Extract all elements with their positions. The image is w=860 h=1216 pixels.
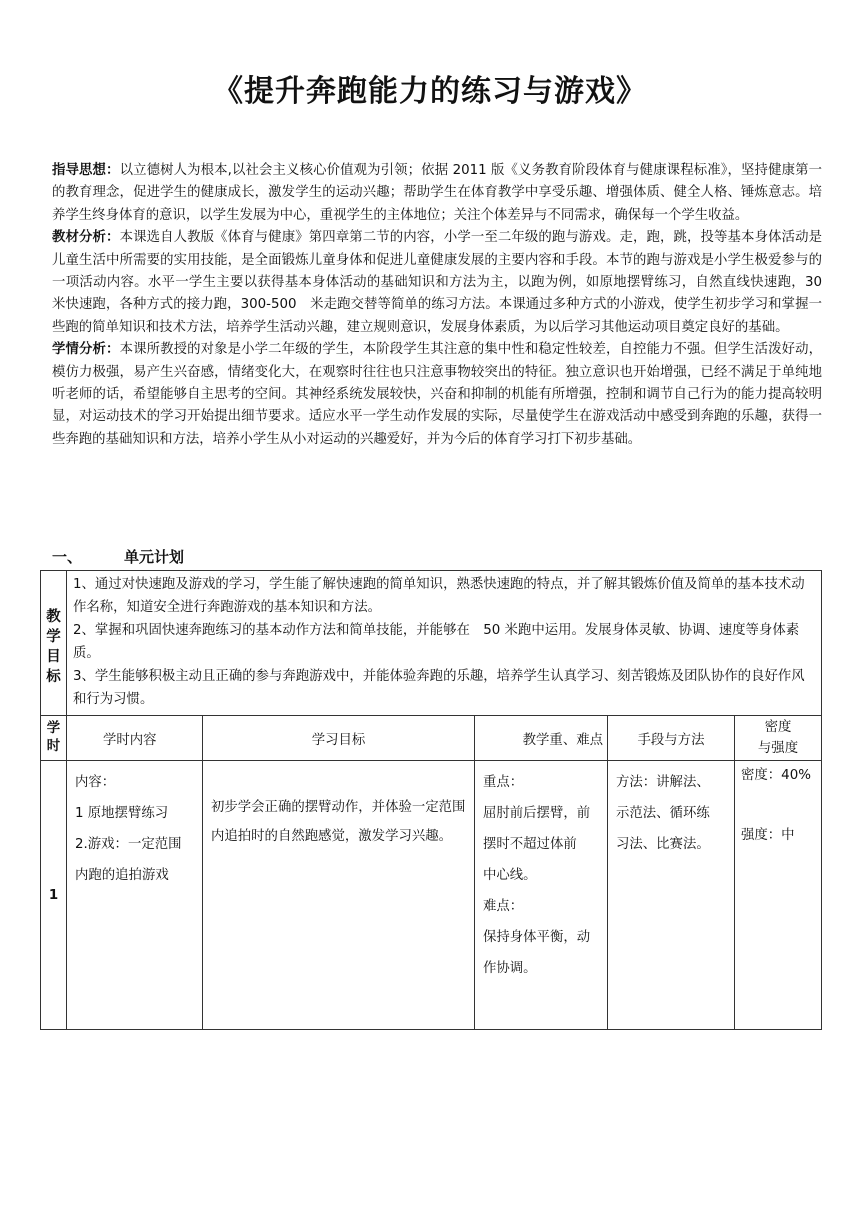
paragraph-label: 教材分析 [52, 230, 107, 246]
guiding-ideology-paragraph: 指导思想：以立德树人为根本,以社会主义核心价值观为引领；依据 2011 版《义务教育阶段体育与健康课程标准》，坚持健康第一的教育理念，促进学生的健康成长，激发学生的运动兴趣；帮助学生在体育教学中享受乐趣、增强体质、健全人格、锤炼意志。培养学生终身体育的意识，以学生发展为中心，重视学生的主体地位；关注个体差异与不同需求，确保每一个学生收益。 [52, 163, 822, 223]
density-value: 密度：40% [741, 768, 811, 783]
lesson-number: 1 [41, 761, 67, 1030]
paragraph-label: 指导思想 [52, 163, 107, 178]
lesson-objective: 初步学会正确的摆臂动作，并体验一定范围内追拍时的自然跑感觉，激发学习兴趣。 [203, 761, 475, 1030]
header-content: 学时内容 [67, 716, 203, 761]
teaching-goals-content [67, 571, 822, 716]
header-density: 密度 与强度 [735, 716, 822, 761]
lesson-content: 内容： 1 原地摆臂练习 2.游戏：一定范围 内跑的追拍游戏 [67, 761, 203, 1030]
section-title: 单元计划 [124, 548, 185, 566]
paragraph-text: 以立德树人为根本,以社会主义核心价值观为引领；依据 2011 版《义务教育阶段体育与健康课程标准》，坚持健康第一的教育理念，促进学生的健康成长，激发学生的运动兴趣；帮助学生在体育教学中享受乐趣、增强体质、健全人格、锤炼意志。培养学生终身体育的意识，以学生发展为中心，重视学生的主体地位；关注个体差异与不同需求，确保每一个学生收益。 [52, 163, 822, 223]
material-analysis-paragraph: 教材分析：本课选自人教版《体育与健康》第四章第二节的内容，小学一至二年级的跑与游戏。走，跑，跳，投等基本身体活动是儿童生活中所需要的实用技能，是全面锻炼儿童身体和促进儿童健康发展的主要内容和手段。本节的跑与游戏是小学生极爱参与的一项活动内容。水平一学生主要以获得基本身体活动的基础知识和方法为主，以跑为例，如原地摆臂练习，自然直线快速跑，30 米快速跑，各种方式的接力跑，300-500 米走跑交替等简单的练习方法。本课通过多种方式的小游戏，使学生初步学习和掌握一些跑的简单知识和技术方法，培养学生活动兴趣，建立规则意识，发展身体素质，为以后学习其他运动项目奠定良好的基础。 [52, 230, 836, 335]
unit-plan-table [40, 570, 822, 1030]
header-period: 学时 [41, 716, 67, 761]
goal-item: 2、掌握和巩固快速奔跑练习的基本动作方法和简单技能，并能够在 50 米跑中运用。发展身体灵敏、协调、速度等身体素质。 [73, 623, 800, 661]
header-key-points: 教学重、难点 [475, 716, 608, 761]
student-analysis-paragraph: 学情分析：本课所教授的对象是小学二年级的学生，本阶段学生其注意的集中性和稳定性较差，自控能力不强。但学生活泼好动，模仿力极强，易产生兴奋感，情绪变化大，在观察时往往也只注意事物较突出的特征。独立意识也开始增强，已经不满足于单纯地听老师的话，希望能够自主思考的空间。其神经系统发展较快，兴奋和抑制的机能有所增强，控制和调节自己行为的能力提高较明显，对运动技术的学习开始提出细节要求。适应水平一学生动作发展的实际，尽量使学生在游戏活动中感受到奔跑的乐趣，获得一些奔跑的基础知识和方法，培养小学生从小对运动的兴趣爱好，并为今后的体育学习打下初步基础。 [52, 342, 823, 447]
paragraph-label: 学情分析 [52, 342, 107, 358]
lesson-density-intensity [735, 761, 822, 1030]
paragraph-text: 本课选自人教版《体育与健康》第四章第二节的内容，小学一至二年级的跑与游戏。走，跑，跳，投等基本身体活动是儿童生活中所需要的实用技能，是全面锻炼儿童身体和促进儿童健康发展的主要内容和手段。本节的跑与游戏是小学生极爱参与的一项活动内容。水平一学生主要以获得基本身体活动的基础知识和方法为主，以跑为例，如原地摆臂练习，自然直线快速跑，30 米快速跑，各种方式的接力跑，300-500 米走跑交替等简单的练习方法。本课通过多种方式的小游戏，使学生初步学习和掌握一些跑的简单知识和技术方法，培养学生活动兴趣，建立规则意识，发展身体素质，为以后学习其他运动项目奠定良好的基础。 [52, 230, 836, 335]
goal-item: 1、通过对快速跑及游戏的学习，学生能了解快速跑的简单知识，熟悉快速跑的特点，并了解其锻炼价值及简单的基本技术动作名称，知道安全进行奔跑游戏的基本知识和方法。 [73, 577, 805, 615]
table-header-row [41, 716, 822, 761]
section-number: 一、 [52, 548, 83, 566]
lesson-methods: 方法：讲解法、 示范法、循环练 习法、比赛法。 [608, 761, 735, 1030]
document-title: 《提升奔跑能力的练习与游戏》 [213, 74, 647, 109]
header-objective: 学习目标 [203, 716, 475, 761]
goal-item: 3、学生能够积极主动且正确的参与奔跑游戏中，并能体验奔跑的乐趣，培养学生认真学习、刻苦锻炼及团队协作的良好作风和行为习惯。 [73, 669, 805, 707]
header-methods: 手段与方法 [608, 716, 735, 761]
intro-section [52, 160, 836, 451]
teaching-goals-label: 教 学 目 标 [41, 571, 67, 716]
paragraph-text: 本课所教授的对象是小学二年级的学生，本阶段学生其注意的集中性和稳定性较差，自控能力不强。但学生活泼好动，模仿力极强，易产生兴奋感，情绪变化大，在观察时往往也只注意事物较突出的特征。独立意识也开始增强，已经不满足于单纯地听老师的话，希望能够自主思考的空间。其神经系统发展较快，兴奋和抑制的机能有所增强，控制和调节自己行为的能力提高较明显，对运动技术的学习开始提出细节要求。适应水平一学生动作发展的实际，尽量使学生在游戏活动中感受到奔跑的乐趣，获得一些奔跑的基础知识和方法，培养小学生从小对运动的兴趣爱好，并为今后的体育学习打下初步基础。 [52, 342, 823, 447]
lesson-key-points: 重点： 屈肘前后摆臂，前 摆时不超过体前 中心线。 难点： 保持身体平衡，动 作协调。 [475, 761, 608, 1030]
teaching-goals-row [41, 571, 822, 716]
table-row [41, 761, 822, 1030]
section-heading [52, 546, 184, 567]
intensity-value: 强度：中 [741, 828, 795, 843]
